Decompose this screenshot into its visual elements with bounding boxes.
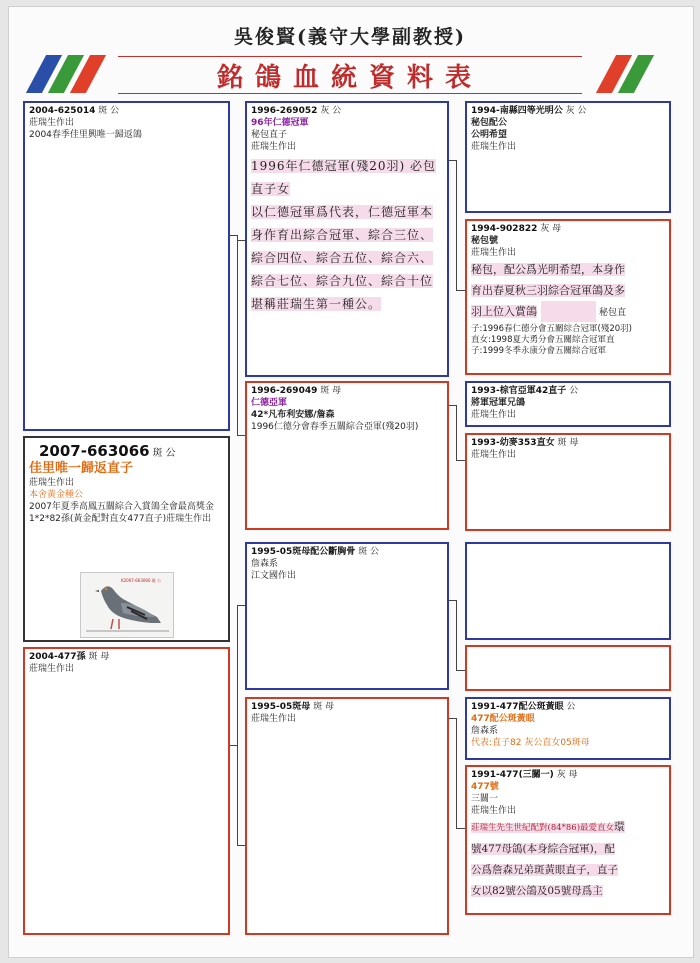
connector xyxy=(456,460,465,461)
ss-sex: 灰 公 xyxy=(320,106,342,116)
dds-line2: 代表:直子82 灰公直女05斑母 xyxy=(471,738,590,748)
pigeon-image xyxy=(81,573,173,637)
ssd-line2: 莊瑞生作出 xyxy=(471,248,517,258)
sire-dam-card xyxy=(245,381,449,530)
author-heading: 吳俊賢(義守大學副教授) xyxy=(234,26,466,48)
ds-sex: 斑 公 xyxy=(358,547,380,557)
sss-line3: 莊瑞生作出 xyxy=(471,142,517,152)
ssd-desc-line: 羽上位入賞鴿 xyxy=(471,305,537,318)
sss-card xyxy=(465,101,671,213)
dds-name: 477配公斑黃眼 xyxy=(471,714,535,724)
ss-desc-line: 綜合七位、綜合九位、綜合十位 xyxy=(251,274,434,288)
ddd-card xyxy=(465,765,671,915)
sdd-line1: 莊瑞生作出 xyxy=(471,450,517,460)
dds-sex: 公 xyxy=(566,702,576,712)
sdd-sex: 斑 母 xyxy=(557,438,579,448)
connector xyxy=(456,405,457,460)
sss-sex: 灰 公 xyxy=(565,106,587,116)
sss-line1: 秘包配公 xyxy=(471,118,508,128)
subject-achievement: 2007年夏季高鳳五關綜合入賞鴿全會最高獎金 xyxy=(29,502,214,512)
subject-ring: 2007-663066 xyxy=(39,442,150,460)
sire-sire-card xyxy=(245,101,449,377)
dam-ring: 2004-477孫 xyxy=(29,652,86,662)
subject-pedigree-note: 1*2*82孫(黃金配對直女477直子)莊瑞生作出 xyxy=(29,514,212,524)
ssd-desc-line: 秘包，配公爲光明希望，本身作 xyxy=(471,263,625,276)
sd-name: 仁德亞軍 xyxy=(251,398,288,408)
ss-line2: 莊瑞生作出 xyxy=(251,142,297,152)
connector xyxy=(237,845,245,846)
dam-sire-card xyxy=(245,542,449,690)
dds-ring: 1991-477配公斑黃眼 xyxy=(471,702,564,712)
ssd-kid-line: 子:1999冬季永康分會五關綜合冠軍 xyxy=(471,346,606,356)
ssd-desc-line: 育出春夏秋三羽綜合冠軍鴿及多 xyxy=(471,284,625,297)
sire-note: 2004春季佳里興唯一歸返鴿 xyxy=(29,130,142,140)
sire-card xyxy=(23,101,230,431)
connector xyxy=(237,235,238,435)
connector xyxy=(237,435,245,436)
connector xyxy=(456,670,465,671)
ddd-desc-line: 公爲詹森兄弟斑黃眼直子，直子 xyxy=(471,864,618,876)
sd-sex: 斑 母 xyxy=(320,386,342,396)
sdd-ring: 1993-幼麥353直女 xyxy=(471,438,555,448)
ssd-desc-tail: 秘包直 xyxy=(599,308,627,318)
sss-ring: 1994-南縣四等光明公 xyxy=(471,106,563,116)
sds-line1: 將軍冠軍兄鴿 xyxy=(471,398,526,408)
connector xyxy=(456,160,457,290)
pigeon-photo xyxy=(80,572,174,638)
ss-desc-line: 身作育出綜合冠軍、綜合三位、 xyxy=(251,228,434,242)
subject-sex: 斑 公 xyxy=(152,448,176,459)
sire-sex: 斑 公 xyxy=(98,106,120,116)
sss-line2: 公明希望 xyxy=(471,130,508,140)
ssd-kid-line: 子:1996春仁德分會五關綜合冠軍(殘20羽) xyxy=(471,324,632,334)
sd-line1: 42*凡布利安娜/詹森 xyxy=(251,410,335,420)
subject-status: 本舍黃金種公 xyxy=(29,490,84,500)
dam-sex: 斑 母 xyxy=(88,652,110,662)
dds-card xyxy=(465,697,671,760)
ddd-sex: 灰 母 xyxy=(556,770,578,780)
ddd-desc-line: 號477母鴿(本身綜合冠軍)，配 xyxy=(471,843,615,855)
ssd-card xyxy=(465,219,671,375)
ddd-desc-line: 女以82號公鴿及05號母爲主 xyxy=(471,885,603,897)
ddd-ring: 1991-477(三關一) xyxy=(471,770,554,780)
connector xyxy=(237,240,245,241)
sds-card xyxy=(465,381,671,427)
sire-breeder: 莊瑞生作出 xyxy=(29,118,75,128)
ds-line1: 詹森系 xyxy=(251,559,279,569)
page-title: 銘鴿血統資料表 xyxy=(216,63,483,93)
subject-name: 佳里唯一歸返直子 xyxy=(29,461,134,476)
ssd-line1: 秘包號 xyxy=(471,236,499,246)
connector xyxy=(237,605,238,845)
sds-line2: 莊瑞生作出 xyxy=(471,410,517,420)
ssd-sex: 灰 母 xyxy=(540,224,562,234)
ss-desc-line: 綜合四位、綜合五位、綜合六、 xyxy=(251,251,434,265)
ddd-name: 477號 xyxy=(471,782,499,792)
ss-desc-line: 以仁德冠軍爲代表，仁德冠軍本 xyxy=(251,205,434,219)
dd-line1: 莊瑞生作出 xyxy=(251,714,297,724)
ddd-line1: 三關一 xyxy=(471,794,499,804)
sds-sex: 公 xyxy=(569,386,579,396)
photo-label: K2007-663066 斑 公 xyxy=(121,578,162,583)
connector xyxy=(237,605,245,606)
dsd-card xyxy=(465,645,671,691)
ss-line1: 秘包直子 xyxy=(251,130,288,140)
sds-ring: 1993-棕官亞軍42直子 xyxy=(471,386,567,396)
ss-desc-line: 堪稱莊瑞生第一種公。 xyxy=(251,297,382,311)
connector xyxy=(456,600,457,670)
ds-ring: 1995-05斑母配公斷胸骨 xyxy=(251,547,356,557)
sd-ring: 1996-269049 xyxy=(251,386,318,396)
connector xyxy=(456,828,465,829)
ssd-kid-line: 直女:1998夏大勇分會五關綜合冠軍直 xyxy=(471,335,615,345)
ss-desc-line: 1996年仁德冠軍(殘20羽) 必包直子女 xyxy=(251,159,436,196)
connector xyxy=(456,290,465,291)
ssd-ring: 1994-902822 xyxy=(471,224,538,234)
dam-card xyxy=(23,647,230,935)
dss-card xyxy=(465,542,671,640)
dam-breeder: 莊瑞生作出 xyxy=(29,664,75,674)
ddd-desc-line: 環 xyxy=(614,821,625,833)
dds-line1: 詹森系 xyxy=(471,726,499,736)
ds-line2: 江文國作出 xyxy=(251,571,297,581)
subject-breeder: 莊瑞生作出 xyxy=(29,478,75,488)
ddd-highlight: 莊瑞生先生世紀配對(84*86)最愛直女 xyxy=(471,823,615,833)
sire-ring: 2004-625014 xyxy=(29,106,96,116)
sd-line2: 1996仁德分會春季五關綜合亞軍(殘20羽) xyxy=(251,422,419,432)
dd-sex: 斑 母 xyxy=(313,702,335,712)
sdd-card xyxy=(465,433,671,531)
ddd-line2: 莊瑞生作出 xyxy=(471,806,517,816)
dd-ring: 1995-05斑母 xyxy=(251,702,311,712)
ss-name: 96年仁德冠軍 xyxy=(251,118,309,128)
ss-ring: 1996-269052 xyxy=(251,106,318,116)
dam-dam-card xyxy=(245,697,449,935)
connector xyxy=(456,718,457,828)
